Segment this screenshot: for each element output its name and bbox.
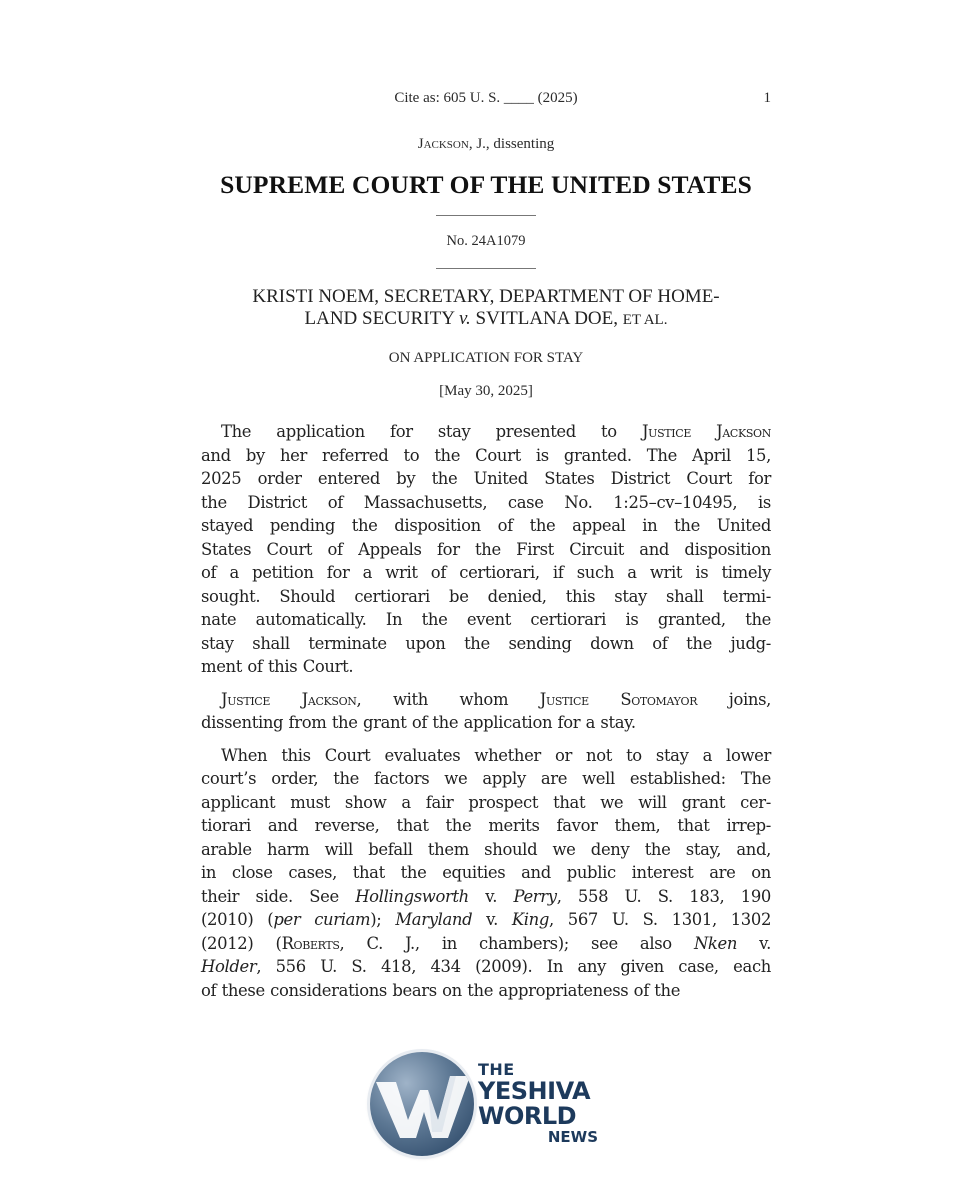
running-head [201, 90, 771, 110]
case-caption [201, 286, 771, 331]
page-number: 1 [763, 90, 771, 106]
logo-w-icon [370, 1052, 474, 1156]
court-name: SUPREME COURT OF THE UNITED STATES [220, 170, 752, 199]
caption-line-2 [201, 308, 771, 331]
opinion-label [201, 136, 771, 153]
logo-yeshiva: YESHIVA [478, 1077, 591, 1105]
caption-line-1: KRISTI NOEM, SECRETARY, DEPARTMENT OF HOME- [252, 286, 720, 307]
divider-rule [436, 215, 536, 216]
docket-number: No. 24A1079 [446, 233, 526, 249]
text-line: (2010) (per curiam); Maryland v. King, 567 U. S. 1301, 1302 [201, 910, 772, 929]
text-line: dissenting from the grant of the application for a stay. [201, 713, 636, 732]
text-line: of a petition for a writ of certiorari, if such a writ is timely [201, 563, 771, 582]
logo-wordmark [478, 1062, 598, 1145]
text-line: States Court of Appeals for the First Circuit and disposition [201, 539, 771, 559]
proceeding-type: ON APPLICATION FOR STAY [388, 350, 584, 366]
dissent-intro-paragraph [201, 688, 771, 735]
text-line: Justice Jackson, with whom Justice Sotomayor joins, [221, 689, 771, 709]
logo-world: WORLD [478, 1102, 577, 1130]
text-line: stayed pending the disposition of the appeal in the United [201, 516, 771, 535]
text-line: The application for stay presented to Justice Jackson [221, 422, 771, 441]
text-line: ment of this Court. [201, 657, 354, 676]
text-line: arable harm will befall them should we deny the stay, and, [201, 839, 771, 859]
text-line: in close cases, that the equities and public interest are on [201, 863, 771, 882]
text-line: When this Court evaluates whether or not to stay a lower [221, 745, 771, 765]
text-line: and by her referred to the Court is granted. The April 15, [201, 445, 771, 465]
logo-the: THE [478, 1060, 515, 1079]
text-line: Holder, 556 U. S. 418, 434 (2009). In any given case, each [201, 957, 771, 976]
opinion-body [201, 420, 771, 1011]
logo-news: NEWS [547, 1128, 598, 1146]
text-line: tiorari and reverse, that the merits favor them, that irrep- [201, 816, 771, 835]
text-line: court’s order, the factors we apply are well established: The [201, 769, 771, 788]
order-paragraph [201, 420, 771, 679]
text-line: their side. See Hollingsworth v. Perry, 558 U. S. 183, 190 [201, 886, 772, 906]
caption-respondent: SVITLANA DOE, [470, 308, 623, 329]
citation: Cite as: 605 U. S. ____ (2025) [394, 90, 578, 106]
text-line: stay shall terminate upon the sending down of the judg- [201, 633, 771, 653]
text-line: (2012) (Roberts, C. J., in chambers); see also Nken v. [201, 933, 772, 953]
decision-date: [May 30, 2025] [439, 383, 533, 399]
caption-versus: v. [458, 308, 471, 329]
divider-rule [436, 268, 536, 269]
text-line: 2025 order entered by the United States District Court for [201, 469, 771, 488]
text-line: sought. Should certiorari be denied, this stay shall termi- [201, 586, 771, 606]
text-line: of these considerations bears on the appropriateness of the [201, 980, 681, 1000]
opinion-author: Jackson [417, 136, 469, 152]
text-line: the District of Massachusetts, case No. 1:25–cv–10495, is [201, 492, 771, 512]
text-line: nate automatically. In the event certiorari is granted, the [201, 610, 771, 629]
dissent-body-paragraph [201, 744, 771, 1003]
text-line: applicant must show a fair prospect that we will grant cer- [201, 792, 771, 812]
caption-et-al: ET AL. [622, 312, 668, 328]
caption-petitioner-end: LAND SECURITY [304, 308, 459, 329]
watermark-logo [370, 1050, 610, 1160]
opinion-type: , J., dissenting [468, 136, 555, 152]
